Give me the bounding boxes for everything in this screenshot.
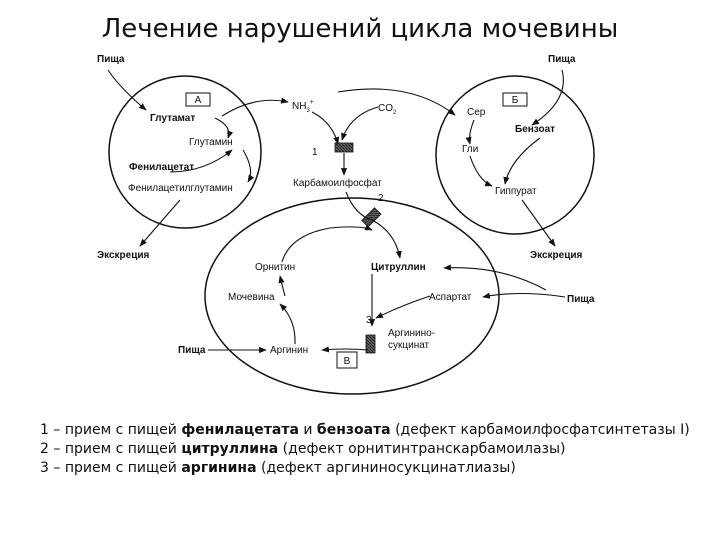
arrow-nh3-to-carbamoylphosphate [312, 112, 338, 144]
argininosuccinate-label-1: Аргинино- [388, 328, 435, 339]
food-left-label: Пища [97, 54, 125, 65]
phenylacetate-label: Фенилацетат [129, 162, 195, 173]
enzyme-block-1 [335, 143, 353, 152]
hippurate-label: Гиппурат [495, 186, 537, 197]
arrow-ornithine-to-citrulline [282, 227, 372, 262]
step-1-label: 1 [312, 147, 318, 158]
step-3-label: 3 [366, 315, 372, 326]
nh3-text: NH [292, 101, 307, 112]
note-2-pre: – прием с пищей [53, 441, 182, 457]
note-3-bold-1: аргинина [181, 460, 257, 476]
step-2-label: 2 [378, 193, 384, 204]
excretion-right-label: Экскреция [530, 250, 583, 261]
argininosuccinate-label-2: сукцинат [388, 340, 430, 351]
note-1 [40, 421, 710, 440]
arrow-food-to-citrulline [444, 268, 546, 290]
nh3-sup: + [309, 99, 314, 106]
arrow-to-excretion-left [140, 200, 180, 246]
arrow-gli-to-hippurate [470, 156, 492, 186]
arrow-food-to-aspartate [483, 294, 565, 298]
excretion-left-label: Экскреция [97, 250, 150, 261]
note-3 [40, 459, 710, 478]
ornithine-label: Орнитин [255, 262, 296, 273]
ser-label: Сер [467, 107, 486, 118]
co2-label [378, 103, 397, 116]
arrow-food-to-benzoate [532, 70, 563, 125]
citrulline-label: Цитруллин [371, 262, 426, 273]
note-1-num: 1 [40, 422, 49, 438]
food-aspartate-label: Пища [567, 294, 595, 305]
arrow-co2-to-right [338, 89, 455, 115]
page-title: Лечение нарушений цикла мочевины [101, 14, 619, 44]
arrow-ser-to-gli [470, 120, 475, 144]
food-arginine-label: Пища [178, 345, 206, 356]
box-a-label: А [194, 95, 202, 106]
co2-sub: 2 [393, 110, 397, 116]
arrow-glutamate-to-glutamine [215, 118, 229, 138]
notes [40, 421, 710, 478]
box-v-label: В [343, 356, 351, 367]
glutamine-label: Глутамин [189, 137, 233, 148]
arrow-co2-to-carbamoylphosphate [342, 107, 378, 140]
aspartate-label: Аспартат [429, 292, 472, 303]
note-2-post: (дефект орнитинтранскарбамоилазы) [278, 441, 566, 457]
nh3-sub: 3 [306, 108, 310, 114]
note-2-bold-1: цитруллина [181, 441, 279, 457]
arrow-glutamate-to-nh3 [222, 100, 288, 116]
note-1-bold-2: бензоата [316, 422, 391, 438]
arrow-to-phenylacetylglutamine [243, 150, 251, 182]
benzoate-label: Бензоат [515, 124, 556, 135]
note-2-num: 2 [40, 441, 49, 457]
box-b-label: Б [511, 95, 519, 106]
arrow-to-excretion-right [522, 200, 555, 246]
note-2 [40, 440, 710, 459]
carbamoylphosphate-label: Карбамоилфосфат [293, 178, 382, 189]
note-3-num: 3 [40, 460, 49, 476]
food-right-label: Пища [548, 54, 576, 65]
gli-label: Гли [462, 144, 479, 155]
note-1-bold-1: фенилацетата [181, 422, 299, 438]
note-3-post: (дефект аргининосукцинатлиазы) [256, 460, 516, 476]
glutamate-label: Глутамат [150, 113, 196, 124]
co2-text: CO [378, 103, 393, 114]
note-1-pre: – прием с пищей [53, 422, 182, 438]
note-1-mid: и [298, 422, 317, 438]
left-circle [109, 76, 261, 228]
nh3-label [292, 99, 314, 114]
note-3-pre: – прием с пищей [53, 460, 182, 476]
note-1-post: (дефект карбамоилфосфатсинтетазы I) [390, 422, 690, 438]
urea-label: Мочевина [228, 292, 275, 303]
arrow-urea-to-ornithine [280, 276, 285, 296]
arrow-argininosuccinate-to-arginine [322, 349, 368, 350]
arginine-label: Аргинин [270, 345, 309, 356]
arrow-aspartate-to-argininosuccinate [376, 296, 430, 318]
phenylacetylglutamine-label: Фенилацетилглутамин [128, 183, 233, 194]
arrow-benzoate-to-hippurate [505, 138, 540, 184]
arrow-arginine-to-urea [280, 304, 295, 344]
